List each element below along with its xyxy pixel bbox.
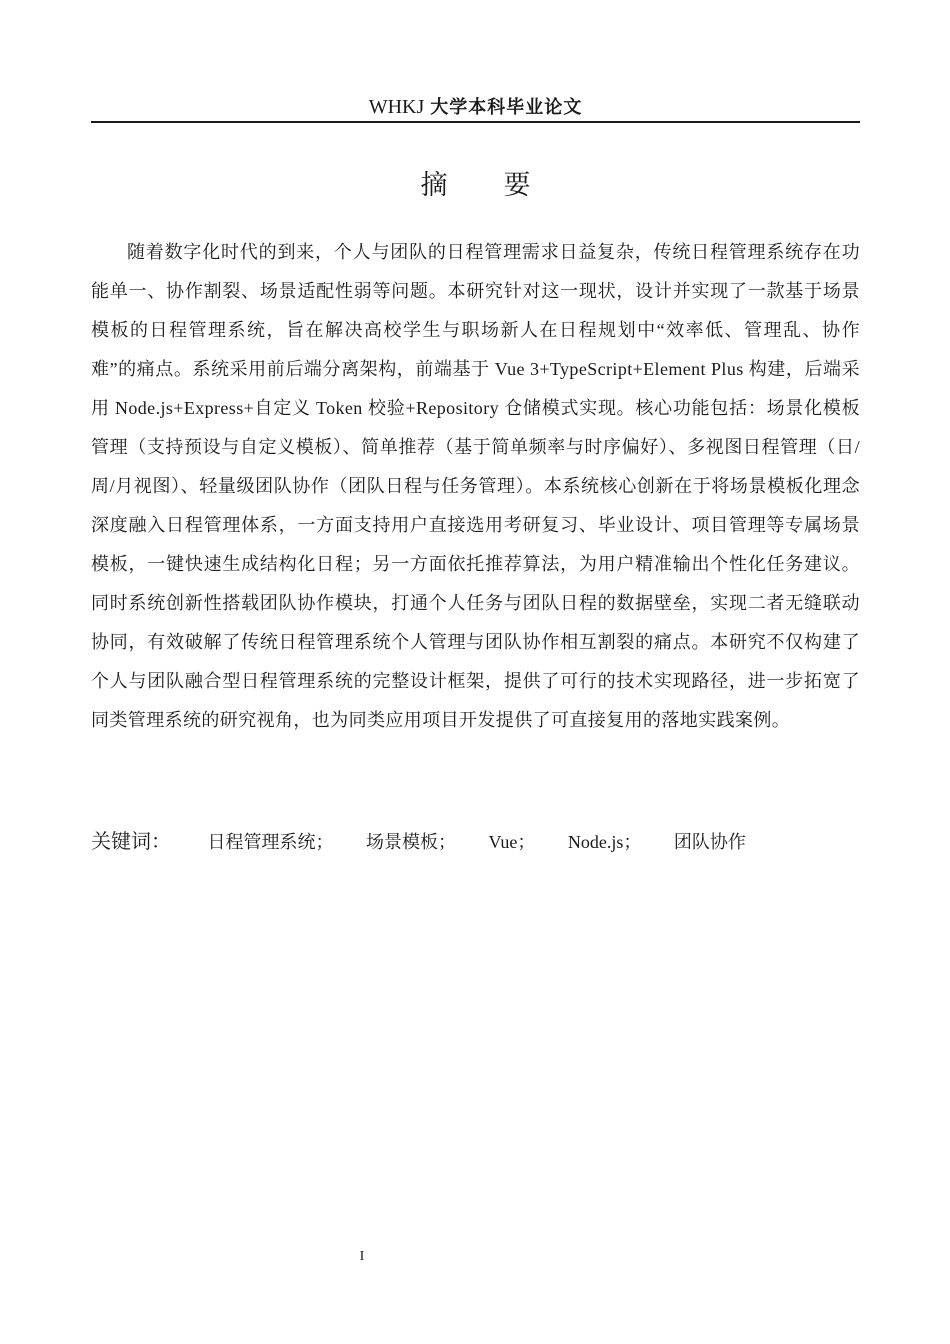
keyword-item: 日程管理系统； bbox=[207, 832, 334, 852]
running-header bbox=[91, 94, 860, 120]
keyword-item: Node.js； bbox=[567, 832, 642, 852]
header-rule bbox=[91, 121, 860, 123]
header-thesis-label: 大学本科毕业论文 bbox=[430, 97, 583, 118]
page-number: I bbox=[359, 1249, 365, 1264]
keyword-item: 场景模板； bbox=[366, 832, 456, 852]
header-university-code: WHKJ bbox=[368, 96, 425, 118]
keyword-item: 团队协作 bbox=[673, 832, 746, 852]
keywords-line bbox=[91, 824, 860, 858]
abstract-title: 摘要 bbox=[420, 170, 587, 201]
keywords-label: 关键词： bbox=[91, 829, 171, 853]
abstract-paragraph: 随着数字化时代的到来，个人与团队的日程管理需求日益复杂，传统日程管理系统存在功能单一、协作割裂、场景适配性弱等问题。本研究针对这一现状，设计并实现了一款基于场景模板的日程管理系统，旨在解决高校学生与职场新人在日程规划中“效率低、管理乱、协作难”的痛点。系统采用前后端分离架构，前端基于 Vue 3+TypeScript+Element Plus 构建，后端采用 Node.js+Express+自定义 Token 校验+Repository 仓储模式实现。核心功能包括：场景化模板管理（支持预设与自定义模板）、简单推荐（基于简单频率与时序偏好）、多视图日程管理（日/周/月视图）、轻量级团队协作（团队日程与任务管理）。本系统核心创新在于将场景模板化理念深度融入日程管理体系，一方面支持用户直接选用考研复习、毕业设计、项目管理等专属场景模板，一键快速生成结构化日程；另一方面依托推荐算法，为用户精准输出个性化任务建议。同时系统创新性搭载团队协作模块，打通个人任务与团队日程的数据壁垒，实现二者无缝联动协同，有效破解了传统日程管理系统个人管理与团队协作相互割裂的痛点。本研究不仅构建了个人与团队融合型日程管理系统的完整设计框架，提供了可行的技术实现路径，进一步拓宽了同类管理系统的研究视角，也为同类应用项目开发提供了可直接复用的落地实践案例。 bbox=[91, 242, 860, 730]
keyword-item: Vue； bbox=[488, 832, 536, 852]
